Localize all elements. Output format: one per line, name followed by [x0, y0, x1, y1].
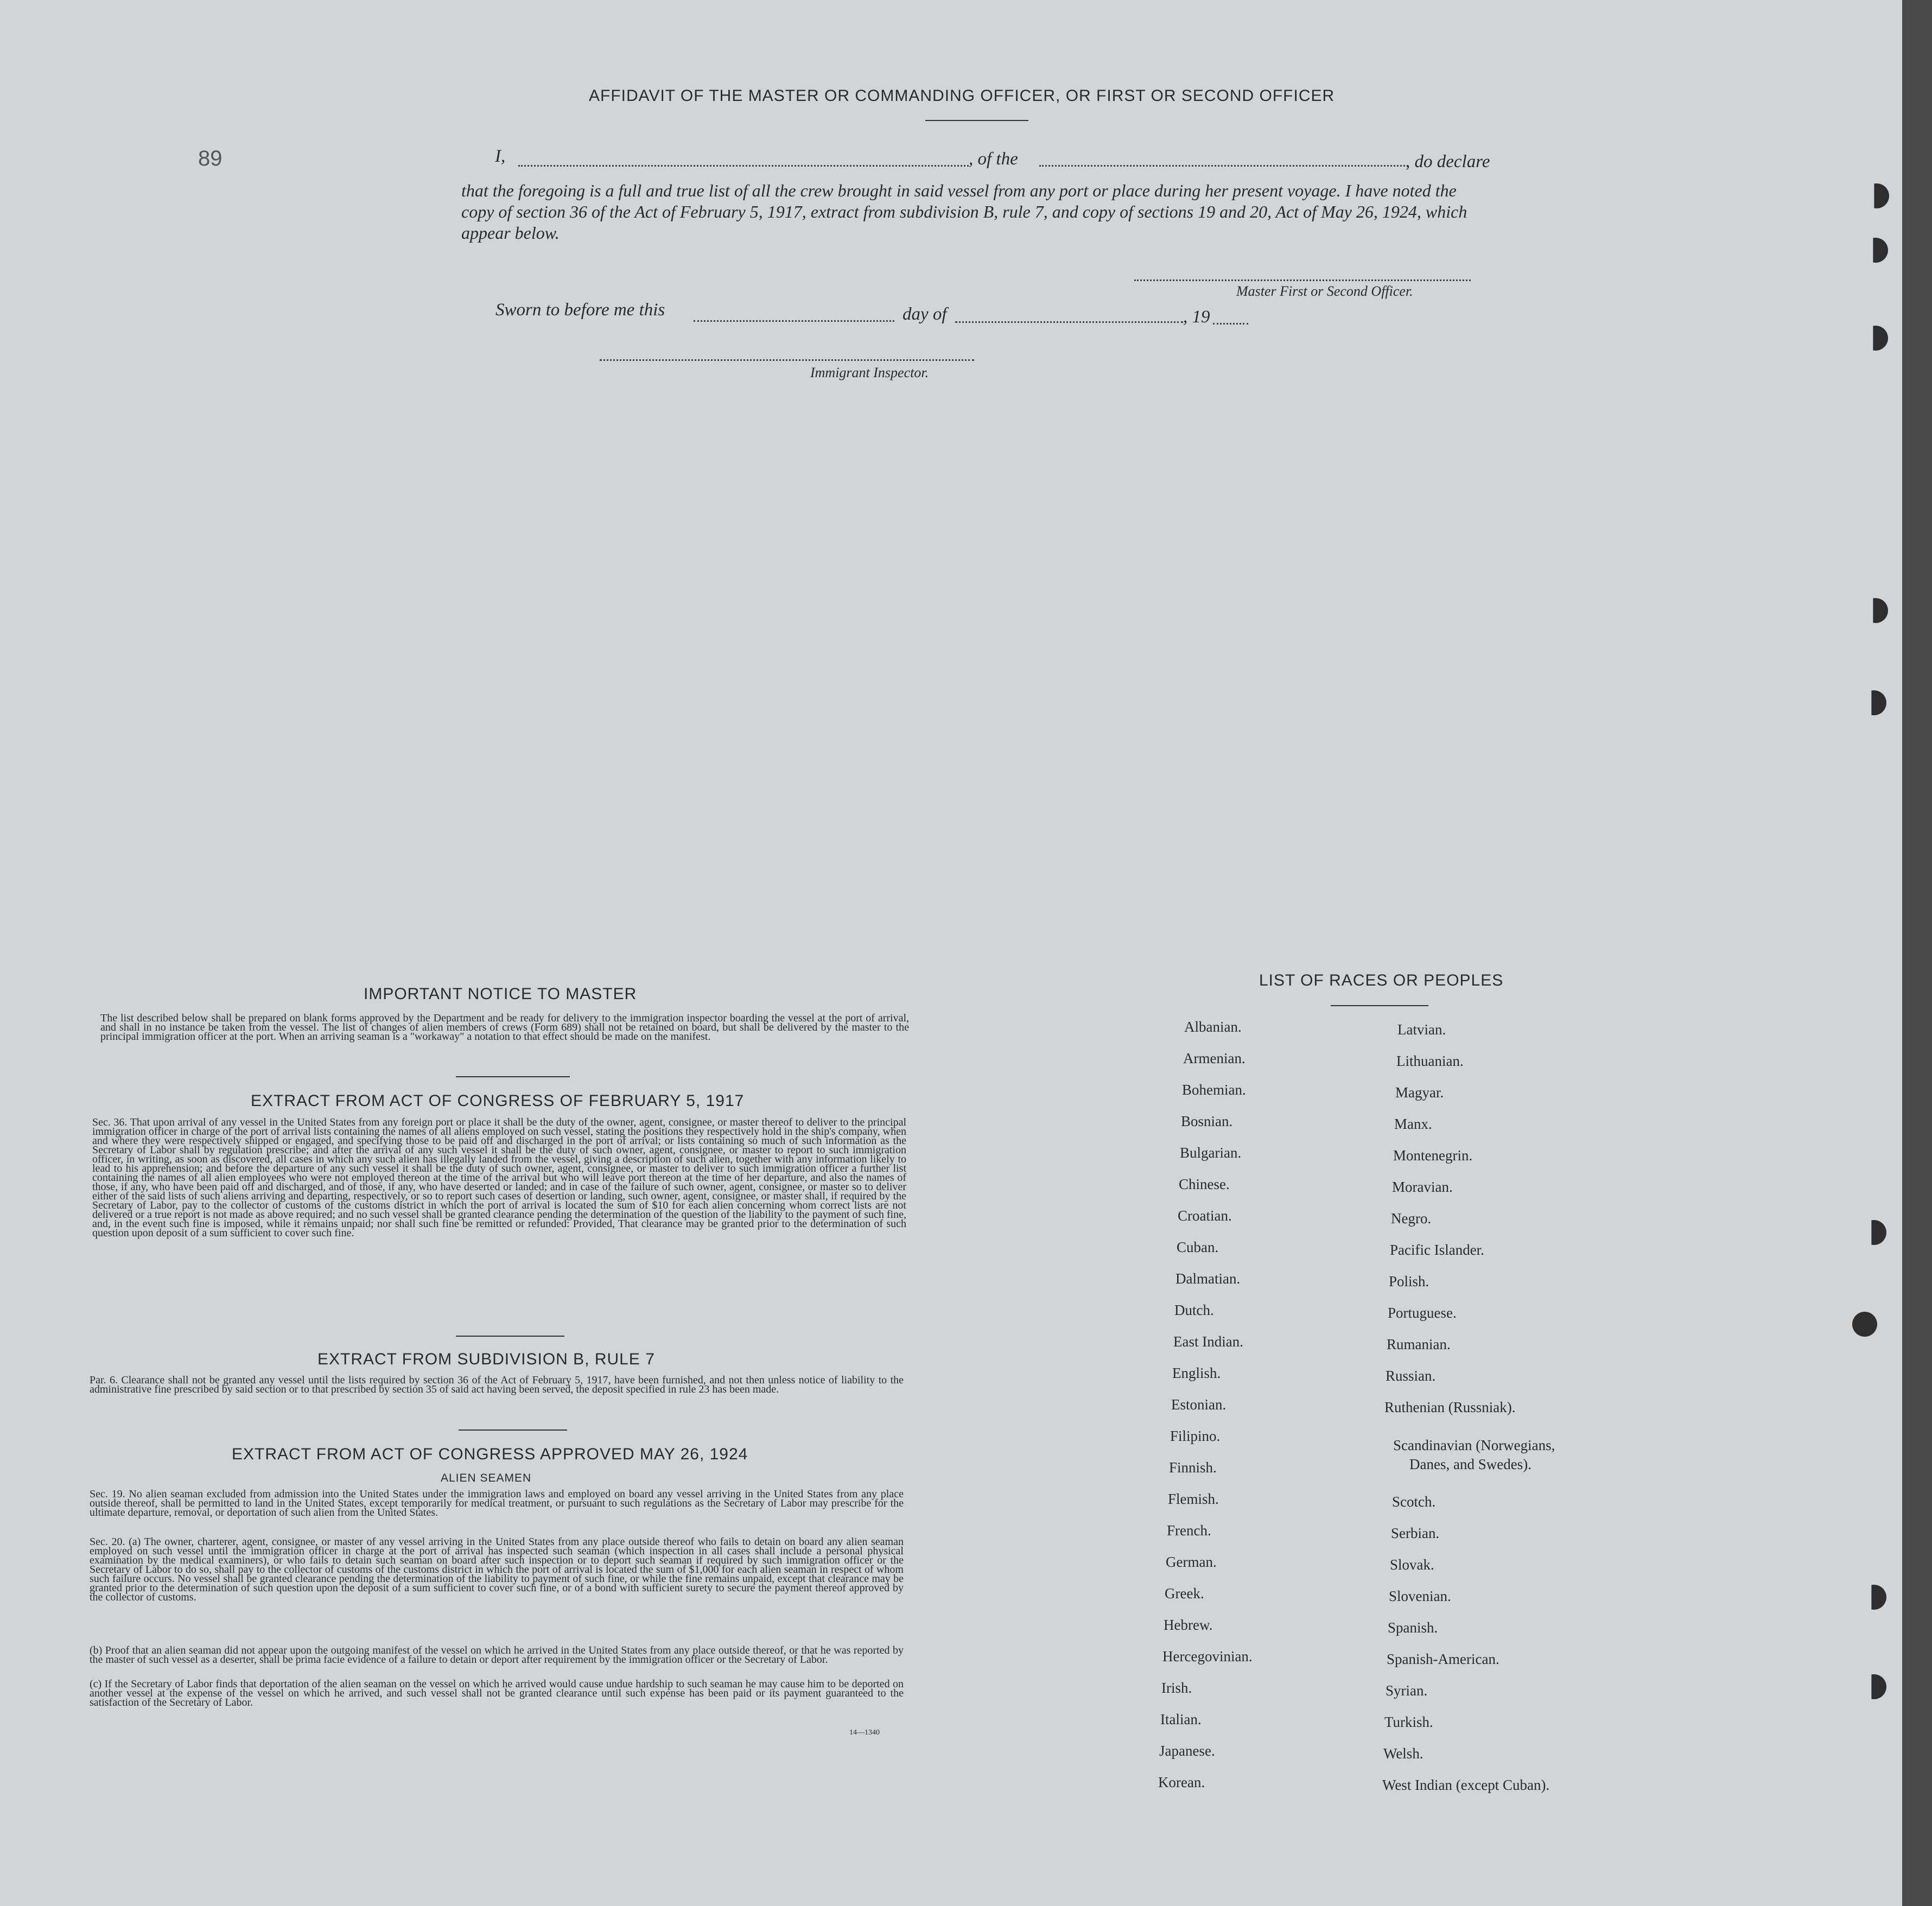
punch-hole: [1861, 1220, 1886, 1245]
race-russian: Russian.: [1386, 1368, 1436, 1384]
extract-1917-heading: EXTRACT FROM ACT OF CONGRESS OF FEBRUARY 5, 1917: [251, 1092, 745, 1110]
race-pacific-islander: Pacific Islander.: [1390, 1242, 1484, 1258]
race-spanish-american: Spanish-American.: [1387, 1651, 1499, 1667]
race-polish: Polish.: [1389, 1273, 1429, 1289]
race-japanese: Japanese.: [1159, 1743, 1215, 1759]
year-label: , 19: [1183, 307, 1210, 327]
race-lithuanian: Lithuanian.: [1396, 1053, 1464, 1069]
extract-1924-heading: EXTRACT FROM ACT OF CONGRESS APPROVED MAY 26, 1924: [232, 1445, 748, 1463]
affidavit-title: AFFIDAVIT OF THE MASTER OR COMMANDING OFFICER, OR FIRST OR SECOND OFFICER: [589, 87, 1335, 105]
sworn-month-blank[interactable]: [955, 321, 1183, 323]
name-blank[interactable]: [518, 165, 969, 167]
race-ruthenian: Ruthenian (Russniak).: [1384, 1399, 1516, 1415]
race-albanian: Albanian.: [1184, 1019, 1242, 1035]
sec20b-text: (b) Proof that an alien seaman did not appear upon the outgoing manifest of the vessel on which he arrived in the United States from any place outside thereof, or that he was reported by the master of such vessel as a deserter, shall be prima facie evidence of a failure to detain or deport after requirement by the immigration officer or the Secretary of Labor.: [90, 1644, 904, 1666]
divider-3: [459, 1430, 567, 1431]
race-slovak: Slovak.: [1390, 1556, 1434, 1573]
punch-hole: [1863, 598, 1888, 623]
race-west-indian: West Indian (except Cuban).: [1382, 1777, 1550, 1793]
race-welsh: Welsh.: [1383, 1745, 1423, 1762]
race-scandinavian: Scandinavian (Norwegians,: [1393, 1437, 1555, 1453]
title-divider: [925, 120, 1028, 121]
alien-seamen-subheading: ALIEN SEAMEN: [441, 1472, 532, 1484]
race-turkish: Turkish.: [1384, 1714, 1433, 1730]
notice-heading: IMPORTANT NOTICE TO MASTER: [364, 985, 637, 1003]
sec20c-text: (c) If the Secretary of Labor finds that deportation of the alien seaman on the vessel on which he arrived would cause undue hardship to such seaman he may cause him to be deported on another vessel at the expense of the vessel on which he arrived, and such vessel shall not be granted clearance until such expense has been paid or its payment guaranteed to the satisfaction of the Secretary of Labor.: [90, 1678, 904, 1708]
sworn-day-blank[interactable]: [694, 320, 894, 322]
punch-hole: [1864, 183, 1889, 208]
extract-1917-text: Sec. 36. That upon arrival of any vessel in the United States from any foreign port or place it shall be the duty of the owner, agent, consignee, or master thereof to deliver to the principal immigration officer in charge of the port of arrival lists containing the names of all aliens employed on such vessel, stating the positions they respectively hold in the ship's company, when and where they were respectively shipped or engaged, and specifying those to be paid off and discharged in the port of arrival; or lists containing so much of such information as the Secretary of Labor shall by regulation prescribe; and after the arrival of any such vessel it shall be the duty of such owner, agent, consignee, or master to report to such immigration officer, in writing, as soon as discovered, all cases in which any such alien has illegally landed from the vessel, giving a description of such alien, together with any information likely to lead to his apprehension; and before the departure of any such vessel it shall be the duty of such owner, agent, consignee, or master to deliver to such immigration officer a further list containing the names of all alien employees who were not employed thereon at the time of the arrival but who will leave port thereon at the time of her departure, and also the names of those, if any, who have been paid off and discharged, and of those, if any, who have deserted or landed; and in case of the failure of such owner, agent, consignee, or master so to deliver either of the said lists of such aliens arriving and departing, respectively, or so to report such cases of desertion or landing, such owner, agent, consignee, or master shall, if required by the Secretary of Labor, pay to the collector of customs of the customs district in which the port of arrival is located the sum of $10 for each alien concerning whom correct lists are not delivered or a true report is not made as above required; and no such vessel shall be granted clearance pending the determination of the question of the liability to the payment of such fine, and, in the event such fine is imposed, while it remains unpaid; nor shall such fine be remitted or refunded: Provided, That clearance may be granted prior to the determination of such question upon deposit of a sum sufficient to cover such fine.: [92, 1116, 906, 1239]
race-negro: Negro.: [1391, 1210, 1432, 1227]
rule7-heading: EXTRACT FROM SUBDIVISION B, RULE 7: [317, 1350, 655, 1368]
race-dalmatian: Dalmatian.: [1175, 1270, 1241, 1287]
punch-hole: [1852, 1312, 1877, 1337]
affidavit-body: that the foregoing is a full and true list of all the crew brought in said vessel from any port or place during her present voyage. I have noted the copy of section 36 of the Act of February 5, 1917, extract from subdivision B, rule 7, and copy of sections 19 and 20, Act of May 26, 1924, which appear below.: [461, 181, 1467, 243]
race-flemish: Flemish.: [1168, 1491, 1219, 1507]
race-estonian: Estonian.: [1171, 1396, 1226, 1413]
race-latvian: Latvian.: [1397, 1021, 1446, 1038]
punch-hole: [1863, 238, 1888, 263]
punch-hole: [1863, 326, 1888, 351]
margin-mark: 89: [198, 147, 223, 170]
scanner-edge: [1902, 0, 1932, 1906]
notice-text: The list described below shall be prepared on blank forms approved by the Department and be ready for delivery to the immigration inspector boarding the vessel at the port of arrival, and shall in no instance be taken from the vessel. The list of changes of alien members of crews (Form 689) shall not be retained on board, but shall be delivered by the master to the principal immigration officer at the port. When an arriving seaman is a "workaway" a notation to that effect should be made on the manifest.: [100, 1012, 909, 1043]
race-bosnian: Bosnian.: [1181, 1113, 1233, 1129]
race-chinese: Chinese.: [1179, 1176, 1230, 1192]
race-slovenian: Slovenian.: [1389, 1588, 1451, 1604]
race-syrian: Syrian.: [1386, 1682, 1428, 1699]
vessel-blank[interactable]: [1039, 165, 1408, 167]
divider-2: [456, 1336, 564, 1337]
race-rumanian: Rumanian.: [1387, 1336, 1451, 1352]
race-bohemian: Bohemian.: [1182, 1082, 1246, 1098]
i-label: I,: [495, 147, 506, 166]
race-manx: Manx.: [1394, 1116, 1432, 1132]
race-portuguese: Portuguese.: [1388, 1305, 1457, 1321]
race-french: French.: [1167, 1522, 1211, 1539]
master-signature-label: Master First or Second Officer.: [1236, 283, 1413, 299]
year-blank[interactable]: [1213, 323, 1248, 325]
rule7-text: Par. 6. Clearance shall not be granted any vessel until the lists required by section 36 of the Act of February 5, 1917, have been furnished, and not then unless notice of liability to the administrative fine prescribed by said section or to that prescribed by section 35 of said act having been served, the deposit specified in rule 23 has been made.: [90, 1374, 904, 1395]
race-spanish: Spanish.: [1388, 1619, 1438, 1636]
master-signature-blank[interactable]: [1134, 279, 1471, 281]
race-east-indian: East Indian.: [1173, 1333, 1243, 1350]
race-croatian: Croatian.: [1178, 1208, 1232, 1224]
races-heading: LIST OF RACES OR PEOPLES: [1259, 971, 1504, 989]
race-hercegovinian: Hercegovinian.: [1162, 1648, 1253, 1664]
race-italian: Italian.: [1160, 1711, 1202, 1727]
form-number: 14—1340: [849, 1729, 880, 1737]
race-irish: Irish.: [1161, 1680, 1192, 1696]
day-of-label: day of: [903, 304, 947, 324]
of-the-label: , of the: [969, 149, 1018, 169]
race-dutch: Dutch.: [1174, 1302, 1214, 1318]
inspector-signature-blank[interactable]: [600, 359, 974, 361]
sworn-label: Sworn to before me this: [495, 300, 665, 320]
race-armenian: Armenian.: [1183, 1050, 1245, 1066]
do-declare-label: , do declare: [1406, 152, 1490, 171]
sec20a-text: Sec. 20. (a) The owner, charterer, agent, consignee, or master of any vessel arriving in the United States from any place outside thereof who fails to detain on board any alien seaman employed on such vessel until the immigration officer in charge at the port of arrival has inspected such seaman (which inspection in all cases shall include a personal physical examination by the medical examiners), or who fails to detain such seaman on board after such inspection or to deport such seaman if required by such immigration officer or the Secretary of Labor to do so, shall pay to the collector of customs of the customs district in which the port of arrival is located the sum of $1,000 for each alien seaman in respect of whom such failure occurs. No vessel shall be granted clearance pending the determination of the liability to payment of such fine, or while the fine remains unpaid, except that clearance may be granted prior to the determination of such question upon the deposit of a sum sufficient to cover such fine, or of a bond with sufficient surety to secure the payment thereof approved by the collector of customs.: [90, 1536, 904, 1603]
race-cuban: Cuban.: [1177, 1239, 1219, 1255]
sec19-text: Sec. 19. No alien seaman excluded from admission into the United States under the immigration laws and employed on board any vessel arriving in the United States from any place outside thereof, shall be permitted to land in the United States, except temporarily for medical treatment, or pursuant to such regulations as the Secretary of Labor may prescribe for the ultimate departure, removal, or deportation of such alien from the United States.: [90, 1488, 904, 1519]
race-hebrew: Hebrew.: [1164, 1617, 1213, 1633]
race-filipino: Filipino.: [1170, 1428, 1221, 1444]
race-english: English.: [1172, 1365, 1221, 1381]
race-serbian: Serbian.: [1391, 1525, 1440, 1541]
punch-hole: [1861, 1674, 1886, 1699]
races-divider: [1331, 1005, 1428, 1006]
race-montenegrin: Montenegrin.: [1393, 1147, 1473, 1164]
race-scandinavian-cont: Danes, and Swedes).: [1409, 1456, 1531, 1472]
race-bulgarian: Bulgarian.: [1180, 1145, 1242, 1161]
punch-hole: [1861, 690, 1886, 715]
divider-1: [456, 1076, 570, 1077]
race-korean: Korean.: [1158, 1774, 1205, 1790]
race-german: German.: [1166, 1554, 1217, 1570]
race-finnish: Finnish.: [1169, 1459, 1217, 1476]
race-moravian: Moravian.: [1392, 1179, 1453, 1195]
punch-hole: [1861, 1585, 1886, 1610]
race-greek: Greek.: [1165, 1585, 1204, 1602]
race-scotch: Scotch.: [1392, 1494, 1436, 1510]
inspector-label: Immigrant Inspector.: [810, 365, 929, 380]
race-magyar: Magyar.: [1395, 1084, 1444, 1101]
